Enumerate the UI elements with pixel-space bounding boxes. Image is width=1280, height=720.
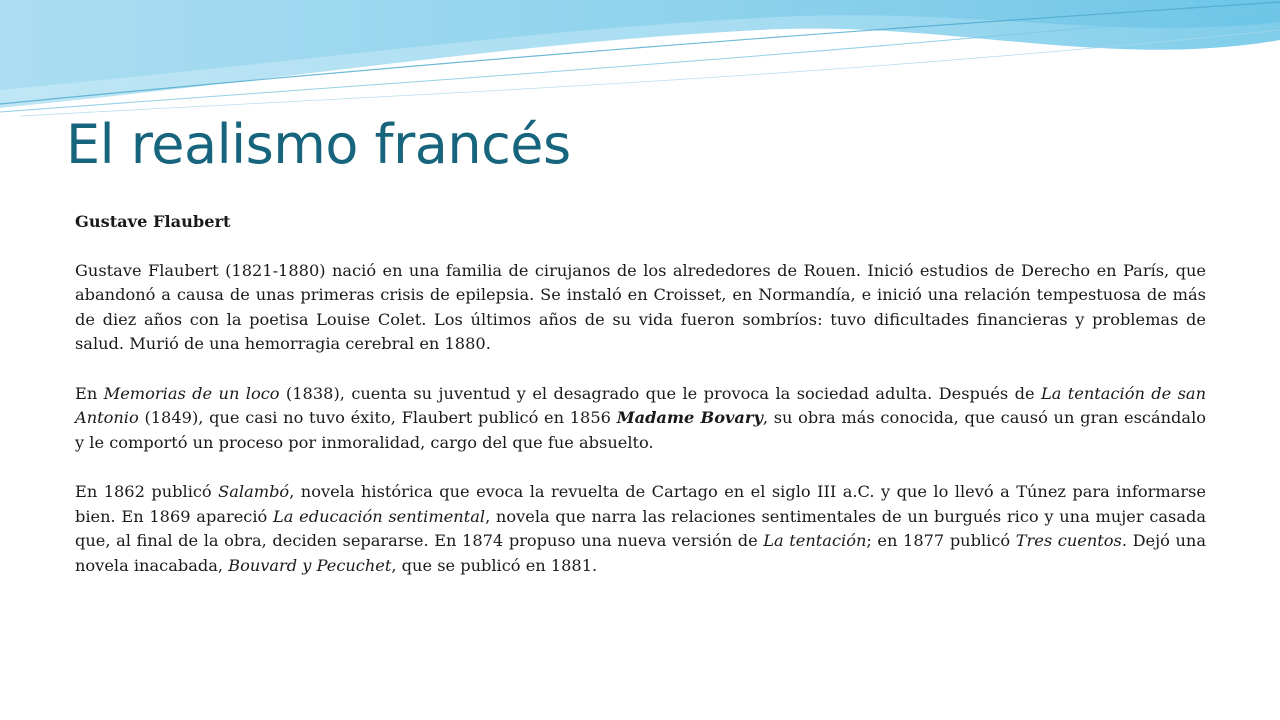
text-run: . Dejó una novela inacabada, — [75, 531, 1206, 575]
italic-title-run: La tentación de san Antonio — [75, 383, 1207, 427]
text-run: ; en 1877 publicó — [866, 531, 1016, 550]
bold-italic-title-run: Madame Bovary — [616, 408, 763, 427]
text-run: , su obra más conocida, que causó un gran escándalo y le comportó un proceso por inmoralidad, cargo del que fue absuelto. — [75, 408, 1206, 452]
text-run: Gustave Flaubert (1821-1880) nació en una familia de cirujanos de los alrededores de Rouen. Inició estudios de Derecho en París, que abandonó a causa de unas primeras crisis de epilepsia. Se instaló en Croisset, en Normandía, e inició una relación tempestuosa de más de diez años con la poetisa Louise Colet. Los últimos años de su vida fueron sombríos: tuvo dificultades financieras y problemas de salud. Murió de una hemorragia cerebral en 1880. — [75, 260, 1206, 353]
text-run: (1849), que casi no tuvo éxito, Flaubert publicó en 1856 — [138, 408, 617, 427]
text-run: , novela histórica que evoca la revuelta de Cartago en el siglo III a.C. y que lo llevó a Túnez para informarse bien. En 1869 apareció — [75, 482, 1206, 526]
text-run: En 1862 publicó — [75, 482, 219, 501]
content-body — [75, 210, 1206, 603]
slide-title: El realismo francés — [66, 113, 571, 176]
italic-title-run: Bouvard y Pecuchet — [228, 555, 392, 575]
italic-title-run: La educación sentimental — [273, 506, 486, 526]
text-run: (1838), cuenta su juventud y el desagrado que le provoca la sociedad adulta. Después de — [279, 383, 1041, 403]
text-run: , que se publicó en 1881. — [391, 555, 598, 575]
italic-title-run: Memorias de un loco — [103, 383, 280, 403]
italic-title-run: Salambó — [218, 482, 290, 501]
italic-title-run: Tres cuentos — [1015, 531, 1122, 550]
decorative-wave-header — [0, 0, 1280, 120]
text-run: , novela que narra las relaciones sentimentales de un burgués rico y una mujer casada que, al final de la obra, deciden separarse. En 1874 propuso una nueva versión de — [75, 506, 1207, 550]
paragraph-later-works — [75, 480, 1206, 578]
italic-title-run: La tentación — [763, 531, 867, 550]
section-subtitle: Gustave Flaubert — [75, 212, 231, 231]
text-run: En — [75, 383, 104, 403]
paragraph-early-works — [75, 382, 1206, 456]
paragraph-biography — [75, 259, 1206, 357]
